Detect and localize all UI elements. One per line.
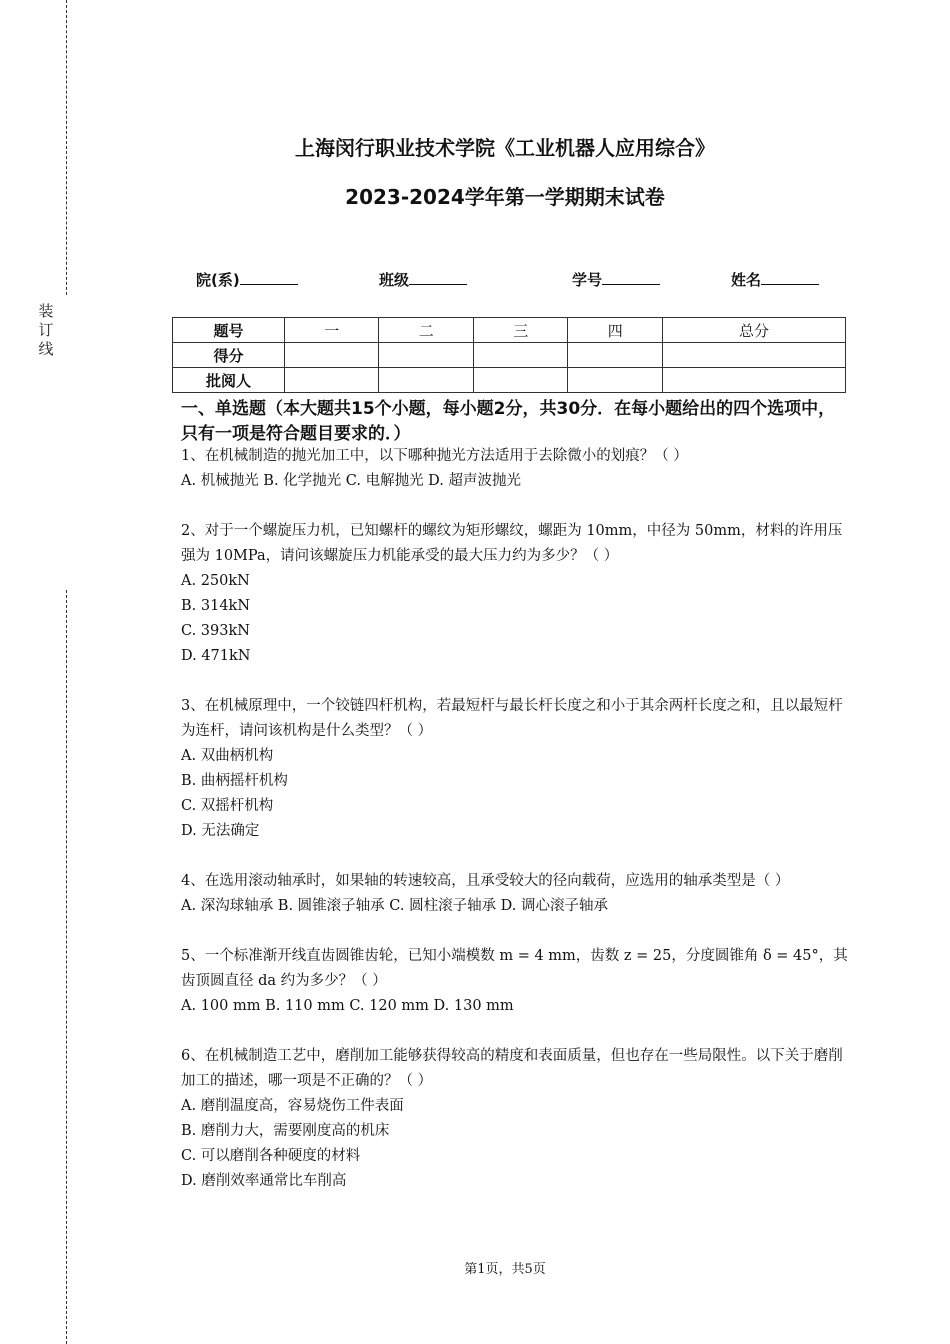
class-label: 班级	[379, 271, 410, 289]
row-header: 题号	[173, 318, 285, 343]
question-option: A. 机械抛光 B. 化学抛光 C. 电解抛光 D. 超声波抛光	[181, 473, 522, 489]
question-stem: 6、在机械制造工艺中，磨削加工能够获得较高的精度和表面质量，但也存在一些局限性。以下关于磨削加工的描述，哪一项是不正确的？（ ）	[181, 1048, 843, 1089]
question-option: D. 无法确定	[181, 823, 260, 839]
name-field	[731, 268, 819, 290]
exam-title-line1: 上海闵行职业技术学院《工业机器人应用综合》	[295, 136, 715, 160]
question-option: C. 双摇杆机构	[181, 798, 274, 814]
score-cell[interactable]	[473, 343, 567, 368]
question-item	[181, 519, 851, 669]
binding-char: 装	[38, 302, 54, 320]
question-stem: 2、对于一个螺旋压力机，已知螺杆的螺纹为矩形螺纹，螺距为 10mm，中径为 50mm，材料的许用压强为 10MPa，请问该螺旋压力机能承受的最大压力约为多少？（ ）	[181, 523, 843, 564]
class-field	[379, 268, 467, 290]
question-option: C. 可以磨削各种硬度的材料	[181, 1148, 361, 1164]
question-option: D. 471kN	[181, 648, 251, 664]
question-item	[181, 694, 851, 844]
question-stem: 1、在机械制造的抛光加工中，以下哪种抛光方法适用于去除微小的划痕？（ ）	[181, 448, 688, 464]
column-header: 三	[473, 318, 567, 343]
question-option: D. 磨削效率通常比车削高	[181, 1173, 347, 1189]
row-header: 得分	[173, 343, 285, 368]
question-option: B. 314kN	[181, 598, 251, 614]
question-option: A. 深沟球轴承 B. 圆锥滚子轴承 C. 圆柱滚子轴承 D. 调心滚子轴承	[181, 898, 609, 914]
score-table-row	[173, 318, 846, 343]
question-list	[181, 444, 851, 1194]
department-label: 院(系)	[196, 271, 240, 289]
student-id-field	[572, 268, 660, 290]
student-info-row	[0, 268, 950, 292]
question-option: C. 393kN	[181, 623, 250, 639]
question-item	[181, 444, 851, 494]
question-stem: 5、一个标准渐开线直齿圆锥齿轮，已知小端模数 m = 4 mm，齿数 z = 25，分度圆锥角 δ = 45°，其齿顶圆直径 da 约为多少？（ ）	[181, 948, 848, 989]
question-item	[181, 1044, 851, 1194]
binding-label	[36, 302, 56, 359]
column-header: 一	[285, 318, 379, 343]
department-field	[196, 268, 298, 290]
exam-title-line2: 2023-2024学年第一学期期末试卷	[345, 185, 665, 209]
score-cell[interactable]	[568, 343, 662, 368]
department-blank[interactable]	[240, 268, 298, 285]
score-cell[interactable]	[662, 343, 845, 368]
name-blank[interactable]	[761, 268, 819, 285]
score-table-row	[173, 343, 846, 368]
question-stem: 3、在机械原理中，一个铰链四杆机构，若最短杆与最长杆长度之和小于其余两杆长度之和，且以最短杆为连杆，请问该机构是什么类型？（ ）	[181, 698, 843, 739]
grader-cell[interactable]	[473, 368, 567, 393]
grader-cell[interactable]	[379, 368, 473, 393]
page-number: 第1页，共5页	[464, 1262, 546, 1277]
class-blank[interactable]	[409, 268, 467, 285]
question-item	[181, 944, 851, 1019]
score-cell[interactable]	[379, 343, 473, 368]
question-option: A. 双曲柄机构	[181, 748, 274, 764]
student-id-blank[interactable]	[602, 268, 660, 285]
section-title: 一、单选题（本大题共15个小题，每小题2分，共30分．在每小题给出的四个选项中，只有一项是符合题目要求的．）	[181, 399, 836, 444]
column-header: 二	[379, 318, 473, 343]
student-id-label: 学号	[572, 271, 603, 289]
question-option: B. 磨削力大，需要刚度高的机床	[181, 1123, 390, 1139]
question-item	[181, 869, 851, 919]
grader-cell[interactable]	[285, 368, 379, 393]
question-option: B. 曲柄摇杆机构	[181, 773, 288, 789]
score-table	[172, 317, 846, 393]
question-option: A. 250kN	[181, 573, 250, 589]
score-cell[interactable]	[285, 343, 379, 368]
column-header: 总分	[662, 318, 845, 343]
grader-cell[interactable]	[662, 368, 845, 393]
column-header: 四	[568, 318, 662, 343]
binding-char: 订	[38, 321, 54, 339]
question-option: A. 100 mm B. 110 mm C. 120 mm D. 130 mm	[181, 998, 514, 1014]
binding-line-bottom	[66, 590, 67, 1344]
question-stem: 4、在选用滚动轴承时，如果轴的转速较高，且承受较大的径向载荷，应选用的轴承类型是（ ）	[181, 873, 790, 889]
grader-cell[interactable]	[568, 368, 662, 393]
score-table-row	[173, 368, 846, 393]
row-header: 批阅人	[173, 368, 285, 393]
name-label: 姓名	[731, 271, 762, 289]
binding-char: 线	[38, 340, 54, 358]
question-option: A. 磨削温度高，容易烧伤工件表面	[181, 1098, 404, 1114]
